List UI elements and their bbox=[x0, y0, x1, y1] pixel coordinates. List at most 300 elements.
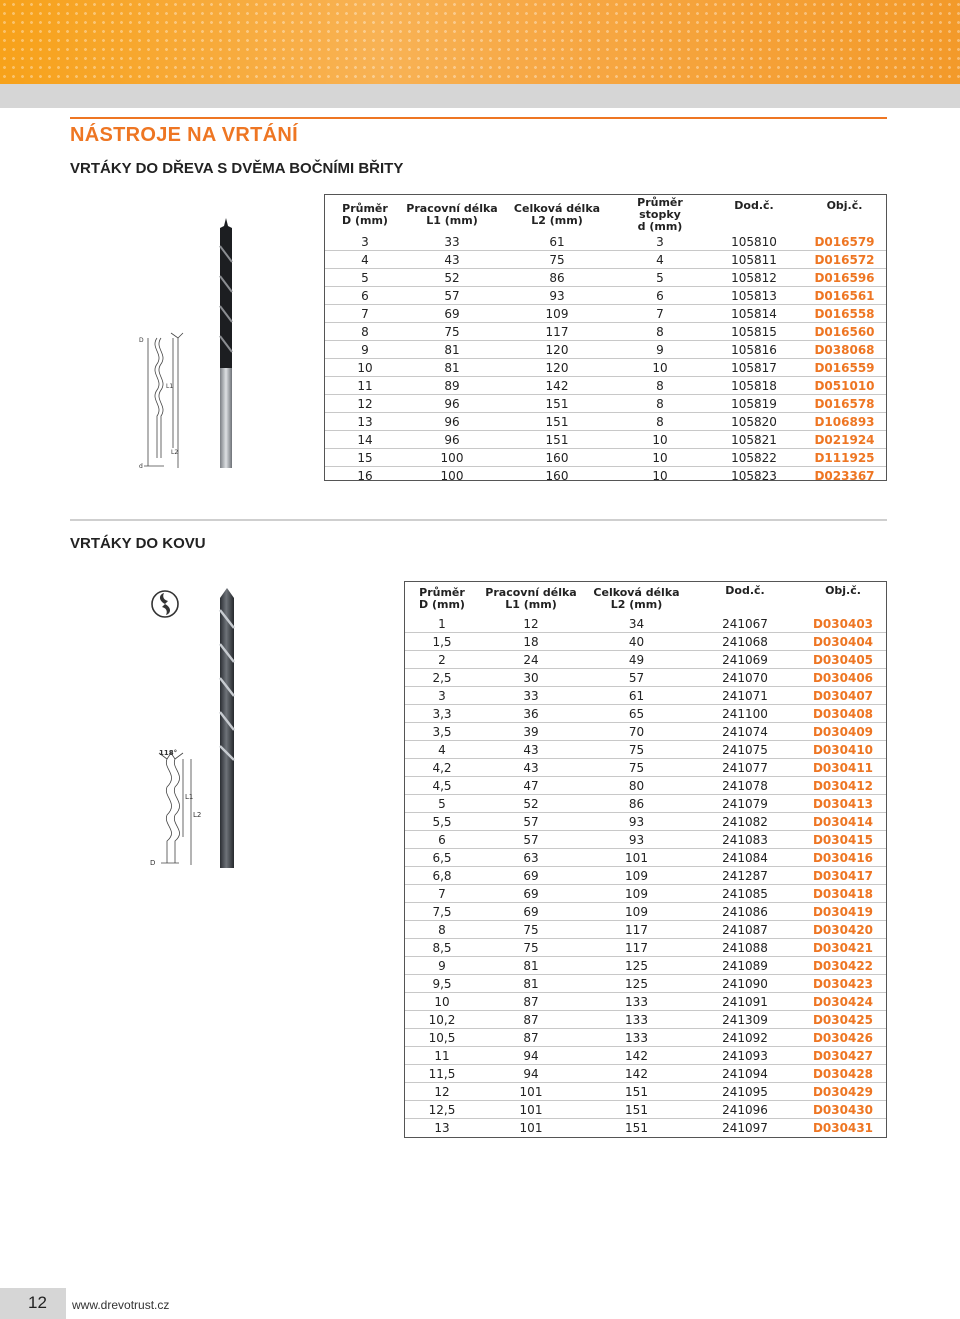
table-cell: 14 bbox=[325, 431, 405, 449]
table-cell: 142 bbox=[583, 1047, 690, 1065]
section-rule-metal bbox=[70, 519, 887, 521]
table-cell: 241087 bbox=[690, 921, 800, 939]
order-code-cell: D016596 bbox=[803, 269, 886, 287]
table-cell: 142 bbox=[499, 377, 615, 395]
table-cell: 125 bbox=[583, 957, 690, 975]
table-cell: 15 bbox=[325, 449, 405, 467]
table-cell: 241094 bbox=[690, 1065, 800, 1083]
table-cell: 24 bbox=[479, 651, 583, 669]
table-cell: 4 bbox=[405, 741, 479, 759]
table-cell: 52 bbox=[479, 795, 583, 813]
table-cell: 3 bbox=[325, 233, 405, 251]
table-cell: 109 bbox=[499, 305, 615, 323]
table-row bbox=[325, 449, 886, 467]
table-row bbox=[405, 741, 886, 759]
table-row bbox=[325, 395, 886, 413]
table-cell: 43 bbox=[479, 741, 583, 759]
wood-table-body bbox=[325, 233, 886, 484]
table-cell: 33 bbox=[479, 687, 583, 705]
table-cell: 151 bbox=[583, 1101, 690, 1119]
table-cell: 57 bbox=[479, 831, 583, 849]
table-cell: 36 bbox=[479, 705, 583, 723]
page-heading: NÁSTROJE NA VRTÁNÍ bbox=[70, 124, 299, 146]
table-cell: 105819 bbox=[705, 395, 803, 413]
table-cell: 11 bbox=[325, 377, 405, 395]
table-cell: 105823 bbox=[731, 468, 777, 483]
table-row bbox=[405, 903, 886, 921]
table-row bbox=[405, 993, 886, 1011]
table-cell: 241068 bbox=[690, 633, 800, 651]
metal-drill-photo bbox=[212, 588, 242, 870]
wood-diagram-label-L1: L1 bbox=[166, 383, 174, 390]
table-row bbox=[325, 431, 886, 449]
table-cell: 8 bbox=[405, 921, 479, 939]
order-code-cell: D030430 bbox=[800, 1101, 886, 1119]
table-row bbox=[405, 957, 886, 975]
header-grey-strip bbox=[0, 84, 960, 108]
order-code-cell: D030426 bbox=[800, 1029, 886, 1047]
order-code-cell: D023367 bbox=[814, 468, 875, 483]
table-row bbox=[405, 849, 886, 867]
table-cell: 241085 bbox=[690, 885, 800, 903]
table-row bbox=[405, 1119, 886, 1137]
table-cell: 241078 bbox=[690, 777, 800, 795]
order-code-cell: D030412 bbox=[800, 777, 886, 795]
table-cell: 10 bbox=[615, 431, 705, 449]
table-row bbox=[325, 377, 886, 395]
table-cell: 18 bbox=[479, 633, 583, 651]
table-cell: 49 bbox=[583, 651, 690, 669]
table-cell: 241089 bbox=[690, 957, 800, 975]
table-cell: 3 bbox=[405, 687, 479, 705]
table-cell: 12 bbox=[479, 615, 583, 633]
wood-drill-photo bbox=[212, 218, 240, 470]
table-cell: 105821 bbox=[705, 431, 803, 449]
table-cell: 1 bbox=[405, 615, 479, 633]
table-cell: 101 bbox=[583, 849, 690, 867]
table-cell: 69 bbox=[479, 867, 583, 885]
table-cell: 120 bbox=[499, 341, 615, 359]
table-cell: 3 bbox=[615, 233, 705, 251]
table-cell: 75 bbox=[583, 741, 690, 759]
table-cell: 2 bbox=[405, 651, 479, 669]
table-row bbox=[405, 615, 886, 633]
table-cell: 10 bbox=[325, 359, 405, 377]
table-cell: 12 bbox=[325, 395, 405, 413]
table-cell: 241082 bbox=[690, 813, 800, 831]
table-cell: 105811 bbox=[705, 251, 803, 269]
table-cell: 57 bbox=[479, 813, 583, 831]
table-cell: 96 bbox=[405, 413, 499, 431]
table-cell: 12,5 bbox=[405, 1101, 479, 1119]
table-cell: 96 bbox=[405, 431, 499, 449]
table-cell: 4,5 bbox=[405, 777, 479, 795]
table-cell: 87 bbox=[479, 993, 583, 1011]
table-cell: 69 bbox=[479, 885, 583, 903]
col-header-working-length: Pracovní délka L1 (mm) bbox=[485, 585, 577, 611]
order-code-cell: D030425 bbox=[800, 1011, 886, 1029]
table-row bbox=[325, 287, 886, 305]
order-code-cell: D030431 bbox=[812, 1120, 874, 1135]
table-cell: 61 bbox=[583, 687, 690, 705]
table-cell: 241100 bbox=[690, 705, 800, 723]
table-cell: 89 bbox=[405, 377, 499, 395]
wood-drill-diagram bbox=[138, 330, 186, 472]
table-cell: 241088 bbox=[690, 939, 800, 957]
table-cell: 96 bbox=[405, 395, 499, 413]
table-cell: 47 bbox=[479, 777, 583, 795]
table-cell: 7 bbox=[405, 885, 479, 903]
order-code-cell: D016558 bbox=[803, 305, 886, 323]
table-cell: 12 bbox=[405, 1083, 479, 1101]
order-code-cell: D106893 bbox=[803, 413, 886, 431]
table-cell: 86 bbox=[583, 795, 690, 813]
order-code-cell: D030407 bbox=[800, 687, 886, 705]
order-code-cell: D016572 bbox=[803, 251, 886, 269]
order-code-cell: D016559 bbox=[803, 359, 886, 377]
table-cell: 94 bbox=[479, 1047, 583, 1065]
table-header-row bbox=[325, 197, 886, 233]
col-header-order-code: Obj.č. bbox=[826, 199, 863, 212]
table-cell: 10 bbox=[652, 468, 668, 483]
wood-table bbox=[325, 197, 886, 484]
table-cell: 81 bbox=[405, 341, 499, 359]
table-cell: 69 bbox=[405, 305, 499, 323]
table-cell: 2,5 bbox=[405, 669, 479, 687]
table-cell: 241309 bbox=[690, 1011, 800, 1029]
table-cell: 4 bbox=[325, 251, 405, 269]
table-cell: 61 bbox=[499, 233, 615, 251]
table-cell: 241070 bbox=[690, 669, 800, 687]
table-cell: 105822 bbox=[705, 449, 803, 467]
table-cell: 10,5 bbox=[405, 1029, 479, 1047]
order-code-cell: D030419 bbox=[800, 903, 886, 921]
table-row bbox=[405, 1083, 886, 1101]
order-code-cell: D030403 bbox=[800, 615, 886, 633]
table-cell: 101 bbox=[519, 1120, 543, 1135]
table-cell: 109 bbox=[583, 867, 690, 885]
table-cell: 10 bbox=[615, 359, 705, 377]
table-cell: 81 bbox=[479, 975, 583, 993]
table-cell: 9,5 bbox=[405, 975, 479, 993]
table-cell: 57 bbox=[583, 669, 690, 687]
order-code-cell: D030413 bbox=[800, 795, 886, 813]
metal-diagram-label-L1: L1 bbox=[185, 793, 194, 801]
page-number: 12 bbox=[28, 1293, 47, 1312]
table-cell: 5 bbox=[615, 269, 705, 287]
table-row bbox=[405, 921, 886, 939]
col-header-diameter: Průměr D (mm) bbox=[342, 202, 388, 227]
table-cell: 241287 bbox=[690, 867, 800, 885]
order-code-cell: D030409 bbox=[800, 723, 886, 741]
table-cell: 65 bbox=[583, 705, 690, 723]
table-row bbox=[405, 633, 886, 651]
table-cell: 4 bbox=[615, 251, 705, 269]
table-cell: 8,5 bbox=[405, 939, 479, 957]
table-cell: 93 bbox=[583, 831, 690, 849]
table-cell: 241092 bbox=[690, 1029, 800, 1047]
table-cell: 75 bbox=[479, 921, 583, 939]
table-cell: 94 bbox=[479, 1065, 583, 1083]
table-row bbox=[405, 867, 886, 885]
col-header-working-length: Pracovní délka L1 (mm) bbox=[406, 202, 498, 227]
order-code-cell: D021924 bbox=[803, 431, 886, 449]
table-row bbox=[405, 651, 886, 669]
table-cell: 100 bbox=[440, 468, 464, 483]
table-cell: 133 bbox=[583, 1029, 690, 1047]
table-cell: 151 bbox=[499, 431, 615, 449]
metal-diagram-label-D: D bbox=[150, 859, 156, 867]
col-header-supplier-code: Dod.č. bbox=[734, 199, 774, 212]
table-cell: 81 bbox=[479, 957, 583, 975]
order-code-cell: D030418 bbox=[800, 885, 886, 903]
table-row bbox=[405, 1101, 886, 1119]
table-cell: 10 bbox=[405, 993, 479, 1011]
table-row bbox=[325, 359, 886, 377]
table-cell: 75 bbox=[405, 323, 499, 341]
table-cell: 105820 bbox=[705, 413, 803, 431]
table-cell: 9 bbox=[325, 341, 405, 359]
order-code-cell: D016560 bbox=[803, 323, 886, 341]
order-code-cell: D016579 bbox=[803, 233, 886, 251]
table-cell: 241093 bbox=[690, 1047, 800, 1065]
table-cell: 105818 bbox=[705, 377, 803, 395]
order-code-cell: D030428 bbox=[800, 1065, 886, 1083]
table-cell: 43 bbox=[405, 251, 499, 269]
table-cell: 5,5 bbox=[405, 813, 479, 831]
col-header-supplier-code: Dod.č. bbox=[725, 584, 765, 597]
table-cell: 9 bbox=[615, 341, 705, 359]
table-cell: 6,5 bbox=[405, 849, 479, 867]
order-code-cell: D030405 bbox=[800, 651, 886, 669]
order-code-cell: D030423 bbox=[800, 975, 886, 993]
table-cell: 6,8 bbox=[405, 867, 479, 885]
table-row bbox=[325, 233, 886, 251]
table-cell: 109 bbox=[583, 885, 690, 903]
heading-rule bbox=[70, 117, 887, 119]
table-cell: 16 bbox=[357, 468, 373, 483]
table-cell: 8 bbox=[615, 395, 705, 413]
table-cell: 105817 bbox=[705, 359, 803, 377]
table-cell: 63 bbox=[479, 849, 583, 867]
table-cell: 34 bbox=[583, 615, 690, 633]
table-cell: 87 bbox=[479, 1029, 583, 1047]
table-cell: 100 bbox=[405, 449, 499, 467]
table-cell: 69 bbox=[479, 903, 583, 921]
table-row bbox=[405, 813, 886, 831]
table-cell: 133 bbox=[583, 993, 690, 1011]
table-cell: 101 bbox=[479, 1083, 583, 1101]
table-cell: 241095 bbox=[690, 1083, 800, 1101]
table-row bbox=[405, 831, 886, 849]
order-code-cell: D030410 bbox=[800, 741, 886, 759]
table-row bbox=[325, 467, 886, 485]
table-cell: 13 bbox=[434, 1120, 450, 1135]
table-cell: 10,2 bbox=[405, 1011, 479, 1029]
table-cell: 9 bbox=[405, 957, 479, 975]
order-code-cell: D030429 bbox=[800, 1083, 886, 1101]
table-cell: 5 bbox=[405, 795, 479, 813]
table-row bbox=[325, 341, 886, 359]
table-cell: 241090 bbox=[690, 975, 800, 993]
table-row bbox=[405, 777, 886, 795]
order-code-cell: D030411 bbox=[800, 759, 886, 777]
order-code-cell: D030422 bbox=[800, 957, 886, 975]
table-cell: 109 bbox=[583, 903, 690, 921]
table-row bbox=[325, 269, 886, 287]
table-cell: 241067 bbox=[690, 615, 800, 633]
order-code-cell: D111925 bbox=[803, 449, 886, 467]
table-cell: 70 bbox=[583, 723, 690, 741]
table-row bbox=[405, 885, 886, 903]
table-cell: 142 bbox=[583, 1065, 690, 1083]
wood-diagram-label-D: D bbox=[139, 337, 144, 344]
section-title-metal: VRTÁKY DO KOVU bbox=[70, 535, 206, 552]
table-cell: 241071 bbox=[690, 687, 800, 705]
table-cell: 241091 bbox=[690, 993, 800, 1011]
metal-table-body bbox=[405, 615, 886, 1136]
table-cell: 7,5 bbox=[405, 903, 479, 921]
table-row bbox=[405, 723, 886, 741]
table-cell: 7 bbox=[615, 305, 705, 323]
order-code-cell: D051010 bbox=[803, 377, 886, 395]
website-link[interactable]: www.drevotrust.cz bbox=[72, 1298, 170, 1312]
table-cell: 105813 bbox=[705, 287, 803, 305]
order-code-cell: D016578 bbox=[803, 395, 886, 413]
table-cell: 7 bbox=[325, 305, 405, 323]
order-code-cell: D030408 bbox=[800, 705, 886, 723]
table-cell: 87 bbox=[479, 1011, 583, 1029]
order-code-cell: D030421 bbox=[800, 939, 886, 957]
table-row bbox=[405, 669, 886, 687]
order-code-cell: D030414 bbox=[800, 813, 886, 831]
order-code-cell: D030415 bbox=[800, 831, 886, 849]
table-cell: 80 bbox=[583, 777, 690, 795]
table-cell: 93 bbox=[583, 813, 690, 831]
table-cell: 241097 bbox=[722, 1120, 768, 1135]
metal-diagram-label-angle: 118° bbox=[159, 749, 178, 757]
table-cell: 241069 bbox=[690, 651, 800, 669]
table-cell: 6 bbox=[615, 287, 705, 305]
table-cell: 81 bbox=[405, 359, 499, 377]
col-header-order-code: Obj.č. bbox=[825, 584, 861, 597]
table-cell: 3,5 bbox=[405, 723, 479, 741]
wood-diagram-label-d: d bbox=[139, 463, 143, 470]
table-cell: 5 bbox=[325, 269, 405, 287]
table-cell: 40 bbox=[583, 633, 690, 651]
col-header-shank-diameter: Průměr stopky d (mm) bbox=[637, 196, 683, 233]
order-code-cell: D016561 bbox=[803, 287, 886, 305]
table-cell: 75 bbox=[583, 759, 690, 777]
table-cell: 6 bbox=[405, 831, 479, 849]
section-title-wood: VRTÁKY DO DŘEVA S DVĚMA BOČNÍMI BŘITY bbox=[70, 160, 404, 177]
table-cell: 30 bbox=[479, 669, 583, 687]
order-code-cell: D030406 bbox=[800, 669, 886, 687]
table-cell: 117 bbox=[583, 939, 690, 957]
table-cell: 160 bbox=[499, 449, 615, 467]
table-row bbox=[325, 251, 886, 269]
table-row bbox=[405, 1011, 886, 1029]
table-row bbox=[405, 1047, 886, 1065]
table-cell: 39 bbox=[479, 723, 583, 741]
table-cell: 3,3 bbox=[405, 705, 479, 723]
header-band bbox=[0, 0, 960, 84]
table-cell: 151 bbox=[499, 413, 615, 431]
metal-drill-diagram bbox=[145, 745, 201, 870]
table-cell: 57 bbox=[405, 287, 499, 305]
table-cell: 93 bbox=[499, 287, 615, 305]
table-cell: 13 bbox=[325, 413, 405, 431]
table-cell: 151 bbox=[499, 395, 615, 413]
table-cell: 6 bbox=[325, 287, 405, 305]
table-cell: 101 bbox=[479, 1101, 583, 1119]
table-cell: 241096 bbox=[690, 1101, 800, 1119]
table-cell: 241074 bbox=[690, 723, 800, 741]
table-cell: 105810 bbox=[705, 233, 803, 251]
table-cell: 8 bbox=[615, 413, 705, 431]
order-code-cell: D030404 bbox=[800, 633, 886, 651]
table-cell: 117 bbox=[583, 921, 690, 939]
col-header-diameter: Průměr D (mm) bbox=[419, 585, 465, 611]
table-cell: 151 bbox=[625, 1120, 648, 1135]
table-cell: 11,5 bbox=[405, 1065, 479, 1083]
table-cell: 8 bbox=[615, 377, 705, 395]
table-cell: 75 bbox=[499, 251, 615, 269]
table-cell: 75 bbox=[479, 939, 583, 957]
table-cell: 241086 bbox=[690, 903, 800, 921]
metal-table bbox=[405, 582, 886, 1136]
table-cell: 105815 bbox=[705, 323, 803, 341]
col-header-total-length: Celková délka L2 (mm) bbox=[513, 202, 601, 227]
table-cell: 105812 bbox=[705, 269, 803, 287]
table-row bbox=[405, 759, 886, 777]
table-row bbox=[405, 705, 886, 723]
table-cell: 33 bbox=[405, 233, 499, 251]
table-cell: 105816 bbox=[705, 341, 803, 359]
table-cell: 241084 bbox=[690, 849, 800, 867]
table-cell: 10 bbox=[615, 449, 705, 467]
table-row bbox=[325, 413, 886, 431]
table-cell: 43 bbox=[479, 759, 583, 777]
table-cell: 117 bbox=[499, 323, 615, 341]
metal-diagram-label-L2: L2 bbox=[193, 811, 201, 819]
table-cell: 160 bbox=[545, 468, 569, 483]
table-cell: 241077 bbox=[690, 759, 800, 777]
table-row bbox=[405, 687, 886, 705]
table-cell: 241083 bbox=[690, 831, 800, 849]
table-cell: 241079 bbox=[690, 795, 800, 813]
col-header-total-length: Celková délka L2 (mm) bbox=[593, 585, 680, 611]
table-cell: 241075 bbox=[690, 741, 800, 759]
table-row bbox=[405, 939, 886, 957]
table-cell: 1,5 bbox=[405, 633, 479, 651]
table-cell: 11 bbox=[405, 1047, 479, 1065]
wood-diagram-label-L2: L2 bbox=[171, 449, 179, 456]
table-row bbox=[405, 1065, 886, 1083]
table-row bbox=[405, 1029, 886, 1047]
order-code-cell: D030424 bbox=[800, 993, 886, 1011]
table-cell: 105814 bbox=[705, 305, 803, 323]
table-cell: 125 bbox=[583, 975, 690, 993]
table-cell: 120 bbox=[499, 359, 615, 377]
table-cell: 52 bbox=[405, 269, 499, 287]
table-cell: 8 bbox=[325, 323, 405, 341]
order-code-cell: D030417 bbox=[800, 867, 886, 885]
order-code-cell: D030420 bbox=[800, 921, 886, 939]
order-code-cell: D030427 bbox=[800, 1047, 886, 1065]
table-header-row bbox=[405, 582, 886, 615]
order-code-cell: D030416 bbox=[800, 849, 886, 867]
